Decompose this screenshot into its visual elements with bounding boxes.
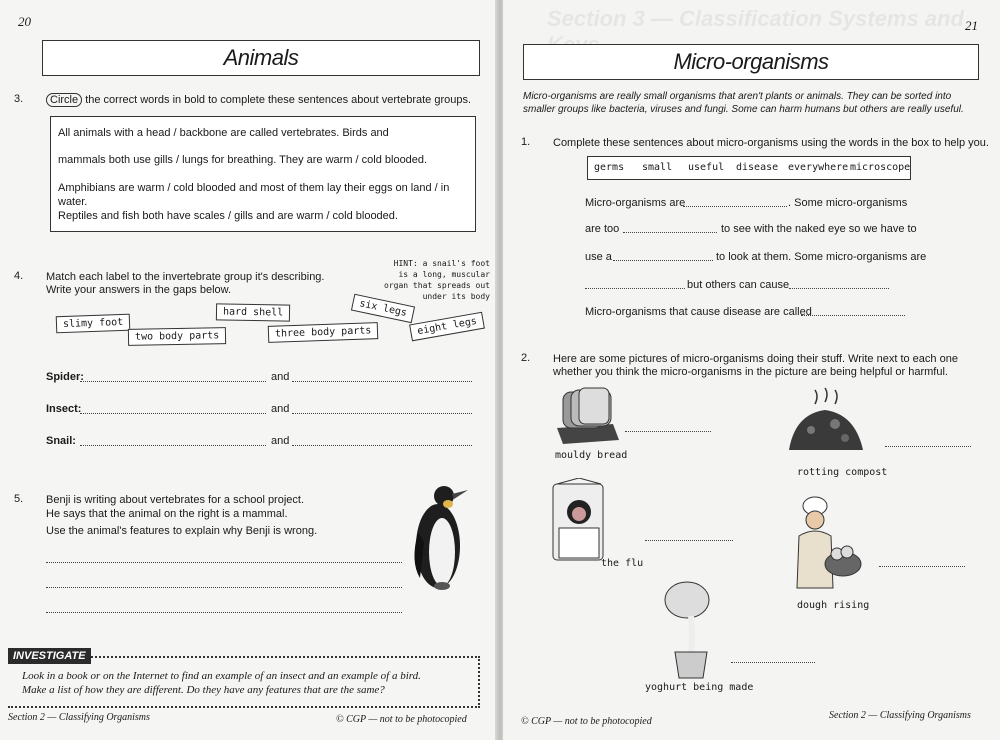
picture-caption: mouldy bread — [555, 450, 628, 461]
spider-row-label: Spider: — [46, 371, 84, 383]
q1-sentence: to look at them. Some micro-organisms are — [716, 251, 927, 263]
answer-line[interactable] — [683, 206, 787, 207]
q4-instruction: Match each label to the invertebrate group it's describing. — [46, 271, 325, 283]
investigate-tag: INVESTIGATE — [8, 648, 91, 664]
invertebrate-label[interactable]: two body parts — [128, 327, 227, 346]
circle-word: Circle — [46, 93, 82, 107]
page-title: Animals — [42, 40, 480, 76]
and-word: and — [271, 403, 290, 415]
answer-line[interactable] — [885, 446, 971, 447]
q1-sentence: Micro-organisms that cause disease are called — [585, 306, 812, 318]
word-box-item: useful — [688, 162, 725, 173]
picture-caption: rotting compost — [797, 467, 888, 478]
answer-line[interactable] — [46, 587, 402, 588]
rotting-compost-illustration — [785, 384, 865, 460]
answer-line[interactable] — [292, 413, 472, 414]
word-box — [587, 156, 911, 180]
answer-line[interactable] — [879, 566, 965, 567]
investigate-line: Look in a book or on the Internet to find an example of an insect and an example of a bird. — [22, 670, 421, 682]
q4-instruction: Write your answers in the gaps below. — [46, 284, 232, 296]
q5-line: Use the animal's features to explain why Benji is wrong. — [46, 525, 318, 537]
answer-line[interactable] — [46, 562, 402, 563]
q3-line: Reptiles and fish both have scales / gills and are warm / cold blooded. — [58, 210, 398, 222]
answer-line[interactable] — [625, 431, 711, 432]
invertebrate-label[interactable]: hard shell — [216, 303, 291, 321]
question-number: 2. — [521, 352, 531, 364]
q3-instruction — [46, 93, 486, 107]
word-box-item: germs — [594, 162, 625, 173]
question-number: 4. — [14, 270, 24, 282]
answer-line[interactable] — [292, 381, 472, 382]
yoghurt-illustration — [661, 580, 717, 682]
page-number: 21 — [965, 18, 978, 33]
invertebrate-label[interactable]: six legs — [351, 294, 415, 324]
picture-caption: dough rising — [797, 600, 870, 611]
left-page — [0, 0, 497, 740]
word-box-item: disease — [736, 162, 779, 173]
q1-sentence: use a — [585, 251, 612, 263]
answer-line[interactable] — [613, 260, 713, 261]
snail-row-label: Snail: — [46, 435, 76, 447]
page-title: Micro-organisms — [523, 44, 979, 80]
footer-section: Section 2 — Classifying Organisms — [829, 710, 971, 721]
footer-section: Section 2 — Classifying Organisms — [8, 712, 150, 723]
answer-line[interactable] — [585, 288, 685, 289]
picture-caption: yoghurt being made — [645, 682, 754, 693]
footer-copyright: © CGP — not to be photocopied — [336, 714, 467, 725]
and-word: and — [271, 435, 290, 447]
answer-line[interactable] — [80, 381, 266, 382]
answer-line[interactable] — [789, 288, 889, 289]
insect-row-label: Insect: — [46, 403, 82, 415]
q1-sentence: but others can cause — [687, 279, 790, 291]
invertebrate-label[interactable]: eight legs — [409, 312, 485, 342]
q2-line: Here are some pictures of micro-organisms doing their stuff. Write next to each one — [553, 353, 958, 365]
hint-note: HINT: a snail's foot is a long, muscular organ that spreads out under its body — [384, 259, 490, 301]
flu-patient-illustration — [551, 478, 607, 562]
picture-caption: the flu — [601, 558, 644, 569]
answer-line[interactable] — [292, 445, 472, 446]
answer-line[interactable] — [645, 540, 733, 541]
and-word: and — [271, 371, 290, 383]
baker-illustration — [789, 496, 863, 592]
penguin-illustration — [408, 482, 470, 594]
q3-instruction-text: the correct words in bold to complete these sentences about vertebrate groups. — [85, 94, 472, 106]
intro-line: Micro-organisms are really small organisms that aren't plants or animals. They can be sorted into — [523, 91, 952, 102]
question-number: 1. — [521, 136, 531, 148]
q1-instruction: Complete these sentences about micro-organisms using the words in the box to help you. — [553, 137, 989, 149]
q5-line: He says that the animal on the right is a mammal. — [46, 508, 288, 520]
q1-sentence: . Some micro-organisms — [788, 197, 908, 209]
page-number: 20 — [18, 14, 31, 29]
answer-line[interactable] — [80, 413, 266, 414]
answer-line[interactable] — [801, 315, 905, 316]
footer-copyright: © CGP — not to be photocopied — [521, 716, 652, 727]
question-number: 3. — [14, 93, 24, 105]
invertebrate-label[interactable]: slimy foot — [56, 314, 131, 334]
question-number: 5. — [14, 493, 24, 505]
q1-sentence: Micro-organisms are — [585, 197, 686, 209]
q1-sentence: to see with the naked eye so we have to — [721, 223, 917, 235]
q3-line: mammals both use gills / lungs for breathing. They are warm / cold blooded. — [58, 154, 428, 166]
intro-line: smaller groups like bacteria, viruses and fungi. Some can harm humans but others are really useful. — [523, 104, 964, 115]
right-page — [503, 0, 1000, 740]
answer-line[interactable] — [623, 232, 717, 233]
investigate-line: Make a list of how they are different. Do they have any features that are the same? — [22, 684, 385, 696]
answer-line[interactable] — [731, 662, 815, 663]
q3-line: All animals with a head / backbone are called vertebrates. Birds and — [58, 127, 389, 139]
word-box-item: everywhere — [788, 162, 849, 173]
answer-line[interactable] — [80, 445, 266, 446]
mouldy-bread-illustration — [553, 384, 623, 446]
q3-line: Amphibians are warm / cold blooded and most of them lay their eggs on land / in water. — [58, 182, 450, 208]
invertebrate-label[interactable]: three body parts — [268, 322, 379, 343]
q2-line: whether you think the micro-organisms in the picture are being helpful or harmful. — [553, 366, 948, 378]
q3-sentence-box — [50, 116, 476, 232]
q1-sentence: are too — [585, 223, 620, 235]
answer-line[interactable] — [46, 612, 402, 613]
show-through-header: Section 3 — Classification Systems and — [547, 6, 964, 31]
q5-line: Benji is writing about vertebrates for a school project. — [46, 494, 305, 506]
word-box-item: microscope — [850, 162, 911, 173]
word-box-item: small — [642, 162, 673, 173]
